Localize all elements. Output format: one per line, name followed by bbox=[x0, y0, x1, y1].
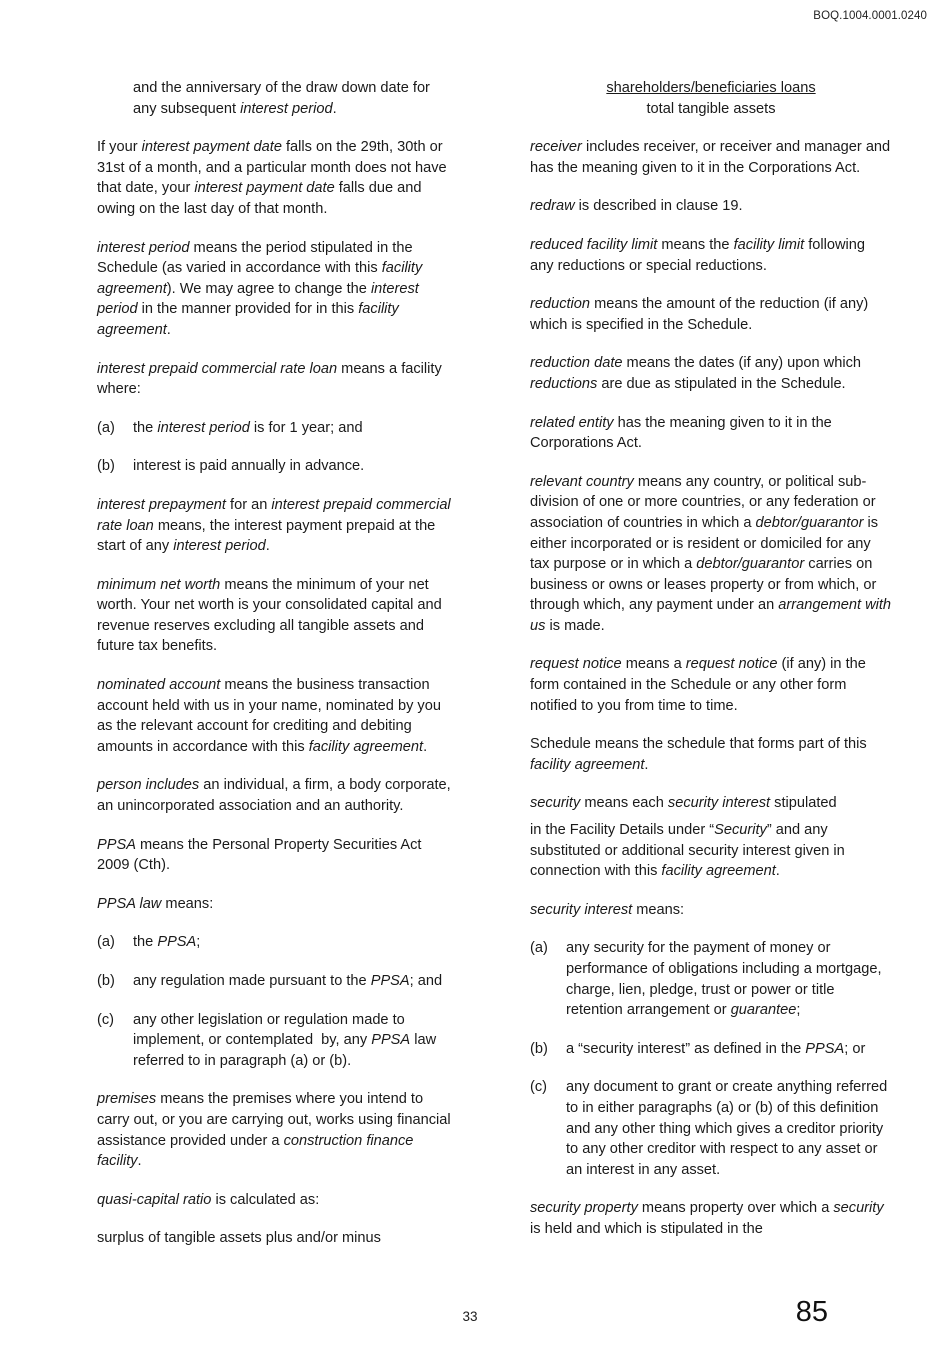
list-label: (b) bbox=[97, 973, 115, 989]
ppsa-law-definition: PPSA law means: bbox=[97, 895, 214, 912]
list-label: (b) bbox=[530, 1040, 548, 1057]
list-item bbox=[530, 1039, 892, 1060]
person-definition: person includes an individual, a firm, a body corporate, an unincorporated association and an authority. bbox=[97, 777, 451, 815]
premises-definition: premises means the premises where you intend to carry out, or you are carrying out, works using financial assistance provided under a construction finance facility. bbox=[97, 1091, 451, 1170]
nominated-account-definition: nominated account means the business transaction account held with us in your name, nominated by you as the relevant account for crediting and debiting amounts in accordance with this facility agreement. bbox=[97, 677, 441, 755]
document-id: BOQ.1004.0001.0240 bbox=[813, 10, 927, 22]
list-label: (a) bbox=[97, 419, 115, 436]
security-definition-continued: in the Facility Details under “Security” and any substituted or additional security interest given in connection with this facility agreement. bbox=[530, 822, 845, 880]
interest-prepayment-definition: interest prepayment for an interest prepaid commercial rate loan means, the interest payment prepaid at the start of any interest period. bbox=[97, 496, 451, 555]
quasi-capital-ratio-definition: quasi-capital ratio is calculated as: bbox=[97, 1191, 320, 1208]
list-label: (b) bbox=[97, 458, 115, 475]
list-text: the interest period is for 1 year; and bbox=[133, 419, 363, 436]
continued-paragraph: and the anniversary of the draw down date for any subsequent interest period. bbox=[133, 80, 430, 117]
list-text: any security for the payment of money or performance of obligations including a mortgage, charge, lien, pledge, trust or power or title retention arrangement or guarantee; bbox=[566, 940, 882, 1019]
fraction-numerator: shareholders/beneficiaries loans bbox=[606, 80, 816, 96]
list-label: (c) bbox=[97, 1011, 115, 1028]
redraw-definition: redraw is described in clause 19. bbox=[530, 198, 743, 215]
stamp-page-number: 85 bbox=[795, 1296, 828, 1328]
interest-payment-date-paragraph: If your interest payment date falls on the 29th, 30th or 31st of a month, and a particular month does not have that date, your interest payment date falls due and owing on the last day of that month. bbox=[97, 139, 447, 217]
list-text: any document to grant or create anything referred to in either paragraphs (a) or (b) of this definition and any other thing which gives a creditor priority to any other creditor with respect to any asset or an interest in any asset. bbox=[566, 1079, 888, 1178]
list-item bbox=[97, 932, 457, 953]
list-item bbox=[97, 456, 457, 477]
list-item bbox=[97, 971, 457, 992]
receiver-definition: receiver includes receiver, or receiver and manager and has the meaning given to it in the Corporations Act. bbox=[530, 139, 891, 176]
reduction-definition: reduction means the amount of the reduction (if any) which is specified in the Schedule. bbox=[530, 296, 869, 333]
ratio-numerator-text: surplus of tangible assets plus and/or minus bbox=[97, 1230, 381, 1247]
security-property-definition: security property means property over which a security is held and which is stipulated in the bbox=[530, 1200, 884, 1237]
relevant-country-definition: relevant country means any country, or political sub-division of one or more countries, or any federation or association of countries in which a debtor/guarantor is either incorporated or is resident or domiciled for any tax purpose or in which a debtor/guarantor carries on business or owns or leases property or from which, or through which, any payment under an arrangement with us is made. bbox=[530, 473, 892, 634]
list-text: the PPSA; bbox=[133, 934, 201, 951]
left-column bbox=[97, 78, 457, 1267]
security-interest-definition: security interest means: bbox=[530, 901, 685, 918]
fraction-denominator: total tangible assets bbox=[646, 100, 776, 117]
list-label: (a) bbox=[97, 934, 115, 951]
list-item bbox=[530, 938, 892, 1020]
reduction-date-definition: reduction date means the dates (if any) upon which reductions are due as stipulated in the Schedule. bbox=[530, 355, 861, 392]
list-label: (a) bbox=[530, 940, 548, 957]
security-definition-line: security means each security interest stipulated bbox=[530, 795, 837, 812]
right-column bbox=[530, 78, 892, 1258]
interest-period-definition: interest period means the period stipulated in the Schedule (as varied in accordance with this facility agreement). We may agree to change the interest period in the manner provided for in this facility agreement. bbox=[97, 239, 423, 338]
list-item bbox=[97, 418, 457, 439]
list-item bbox=[97, 1010, 457, 1072]
list-item bbox=[530, 1077, 892, 1180]
minimum-net-worth-definition: minimum net worth means the minimum of your net worth. Your net worth is your consolidated capital and revenue reserves excluding all tangible assets and future tax benefits. bbox=[97, 576, 442, 655]
related-entity-definition: related entity has the meaning given to it in the Corporations Act. bbox=[530, 414, 832, 452]
reduced-facility-limit-definition: reduced facility limit means the facility limit following any reductions or special reductions. bbox=[530, 236, 865, 274]
list-text: a “security interest” as defined in the PPSA; or bbox=[566, 1040, 866, 1057]
request-notice-definition: request notice means a request notice (if any) in the form contained in the Schedule or any other form notified to you from time to time. bbox=[530, 656, 866, 714]
interest-prepaid-loan-definition: interest prepaid commercial rate loan means a facility where: bbox=[97, 360, 442, 398]
list-text: interest is paid annually in advance. bbox=[133, 458, 365, 475]
schedule-definition: Schedule means the schedule that forms part of this facility agreement. bbox=[530, 736, 867, 773]
page-number: 33 bbox=[462, 1309, 478, 1324]
list-label: (c) bbox=[530, 1079, 548, 1096]
ratio-fraction bbox=[530, 78, 892, 119]
ppsa-definition: PPSA means the Personal Property Securities Act 2009 (Cth). bbox=[97, 836, 422, 874]
list-text: any other legislation or regulation made to implement, or contemplated by, any PPSA law referred to in paragraph (a) or (b). bbox=[133, 1011, 437, 1069]
list-text: any regulation made pursuant to the PPSA; and bbox=[133, 973, 443, 989]
